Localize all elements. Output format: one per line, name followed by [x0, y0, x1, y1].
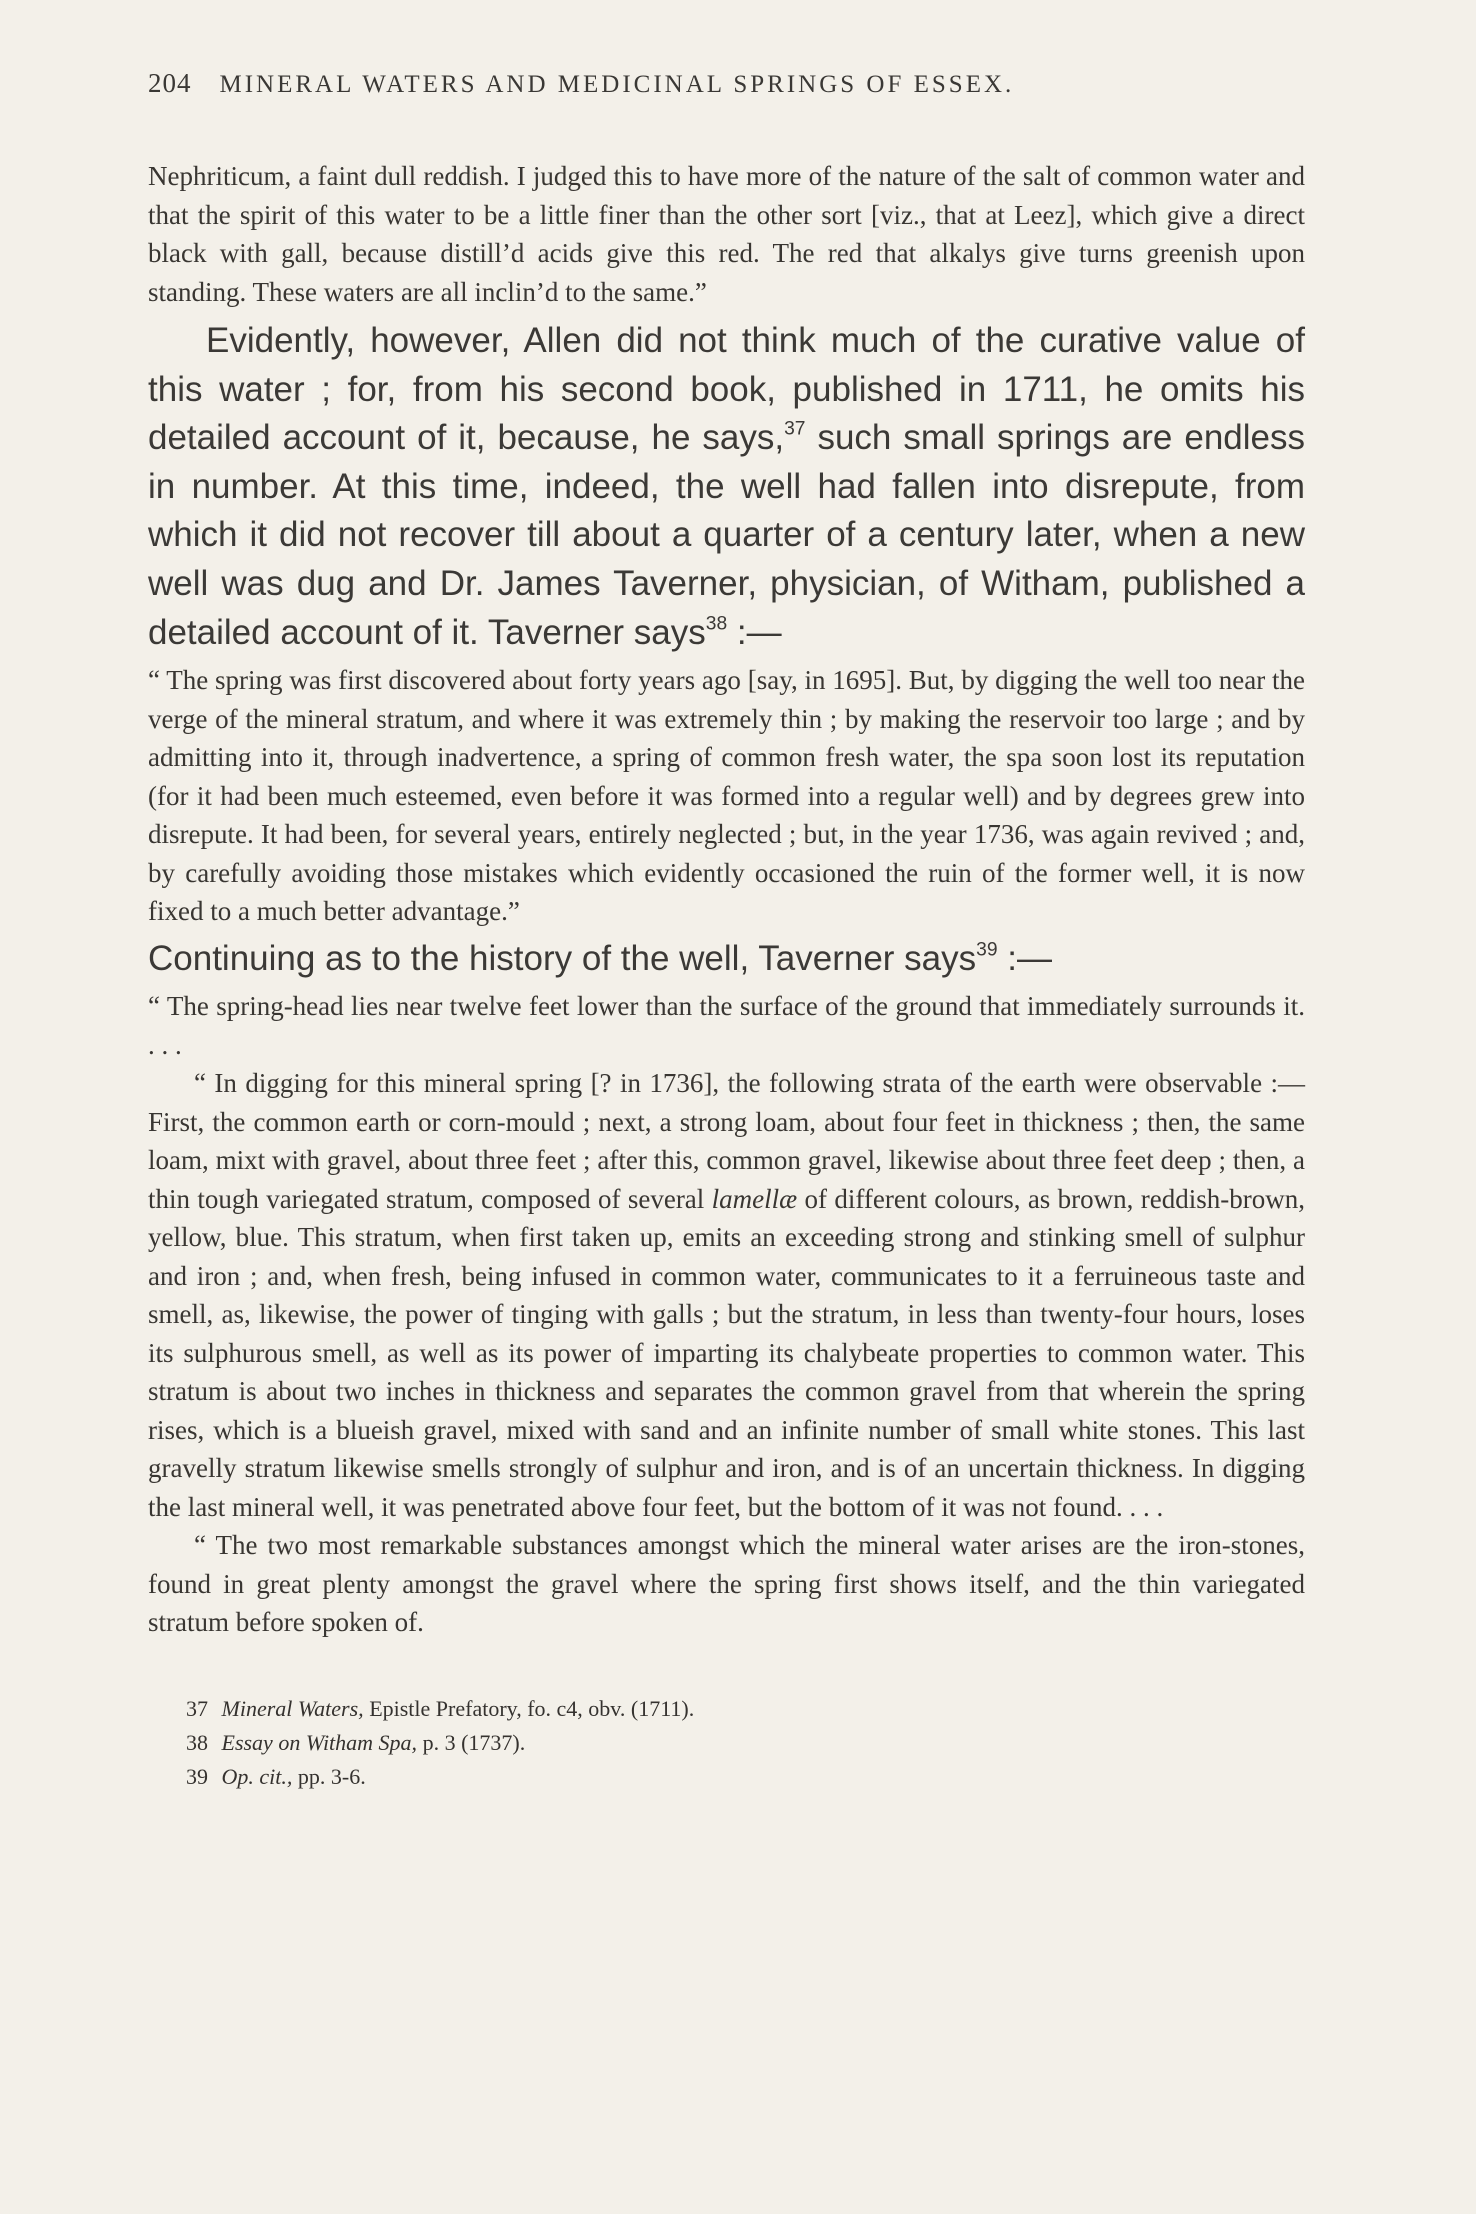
quote-strata — [148, 1064, 1305, 1526]
paragraph-continuing-text-a: Continuing as to the history of the well, Taverner says — [148, 938, 977, 978]
paragraph-continuation: Nephriticum, a faint dull reddish. I judged this to have more of the nature of the salt of common water and that the spirit of this water to be a little finer than the other sort [viz., that at Leez], which give a direct black with gall, because distill’d acids give this red. The red that alkalys give turns greenish upon standing. These waters are all inclin’d to the same.” — [148, 161, 1305, 307]
quote-strata-italic: lamellæ — [711, 1183, 798, 1214]
paragraph-allen-text-c: :— — [727, 612, 782, 652]
running-title: MINERAL WATERS AND MEDICINAL SPRINGS OF ESSEX. — [219, 71, 1015, 98]
footnote-39 — [186, 1760, 1305, 1794]
paragraph-continuing — [148, 935, 1305, 984]
footnote-source: Essay on Witham Spa, — [221, 1729, 418, 1755]
quote-strata-text-b: of different colours, as brown, reddish-brown, yellow, blue. This stratum, when first taken up, emits an exceeding strong and stinking smell of sulphur and iron ; and, when fresh, being infused in common water, communicates to it a ferruineous taste and smell, as, likewise, the power of tinging with galls ; but the stratum, in less than twenty-four hours, loses its sulphurous smell, as well as its power of imparting its chalybeate properties to common water. This stratum is about two inches in thickness and separates the common gravel from that wherein the spring rises, which is a blueish gravel, mixed with sand and an infinite number of small white stones. This last gravelly stratum likewise smells strongly of sulphur and iron, and is of an uncertain thickness. In digging the last mineral well, it was penetrated above four feet, but the bottom of it was not found. . . . — [148, 1183, 1305, 1522]
page — [148, 68, 1305, 1794]
paragraph-continuing-text-b: :— — [997, 938, 1052, 978]
footnotes — [148, 1692, 1305, 1794]
footnote-detail: p. 3 (1737). — [417, 1729, 526, 1755]
quote-discovery: “ The spring was first discovered about forty years ago [say, in 1695]. But, by digging the well too near the verge of the mineral stratum, and where it was extremely thin ; by making the reservoir too large ; and by admitting into it, through inadvertence, a spring of common fresh water, the spa soon lost its reputation (for it had been much esteemed, even before it was formed into a regular well) and by degrees grew into disrepute. It had been, for several years, entirely neglected ; but, in the year 1736, was again revived ; and, by carefully avoiding those mistakes which evidently occasioned the ruin of the former well, it is now fixed to a much better advantage.” — [148, 665, 1305, 927]
footnote-ref-37: 37 — [784, 418, 806, 440]
page-number: 204 — [148, 68, 192, 98]
quote-spring-head: “ The spring-head lies near twelve feet lower than the surface of the ground that immediately surrounds it. . . . — [148, 991, 1305, 1060]
footnote-detail: pp. 3-6. — [292, 1763, 366, 1789]
footnote-38 — [186, 1726, 1305, 1760]
footnote-number: 37 — [186, 1695, 208, 1721]
quote-strata-text-a: “ In digging for this mineral spring [? in 1736], the following strata of the earth were observable :—First, the common earth or corn-mould ; next, a strong loam, about four feet in thickness ; then, the same loam, mixt with gravel, about three feet ; after this, common gravel, likewise about three feet deep ; then, a thin tough variegated stratum, composed of several — [148, 1068, 1305, 1214]
footnote-source: Mineral Waters, — [221, 1695, 364, 1721]
footnote-detail: Epistle Prefatory, fo. c4, obv. (1711). — [363, 1695, 695, 1721]
paragraph-allen — [148, 317, 1305, 657]
footnote-source: Op. cit., — [221, 1763, 293, 1789]
paragraph-allen-text-a: Evidently, however, Allen did not think much of the curative value of this water ; for, from his second book, published in 1711, he omits his detailed account of it, because, he says, — [148, 321, 1305, 458]
footnote-37 — [186, 1692, 1305, 1726]
running-header — [148, 68, 1305, 99]
footnote-number: 38 — [186, 1729, 208, 1755]
paragraph-allen-text-b: such small springs are endless in number. At this time, indeed, the well had fallen into disrepute, from which it did not recover till about a quarter of a century later, when a new well was dug and Dr. James Taverner, physician, of Witham, published a detailed account of it. Taverner says — [148, 418, 1305, 652]
footnote-ref-38: 38 — [705, 613, 728, 635]
quote-substances: “ The two most remarkable substances amongst which the mineral water arises are the iron-stones, found in great plenty amongst the gravel where the spring first shows itself, and the thin variegated stratum before spoken of. — [148, 1530, 1305, 1638]
footnote-ref-39: 39 — [976, 939, 998, 961]
footnote-number: 39 — [186, 1763, 208, 1789]
